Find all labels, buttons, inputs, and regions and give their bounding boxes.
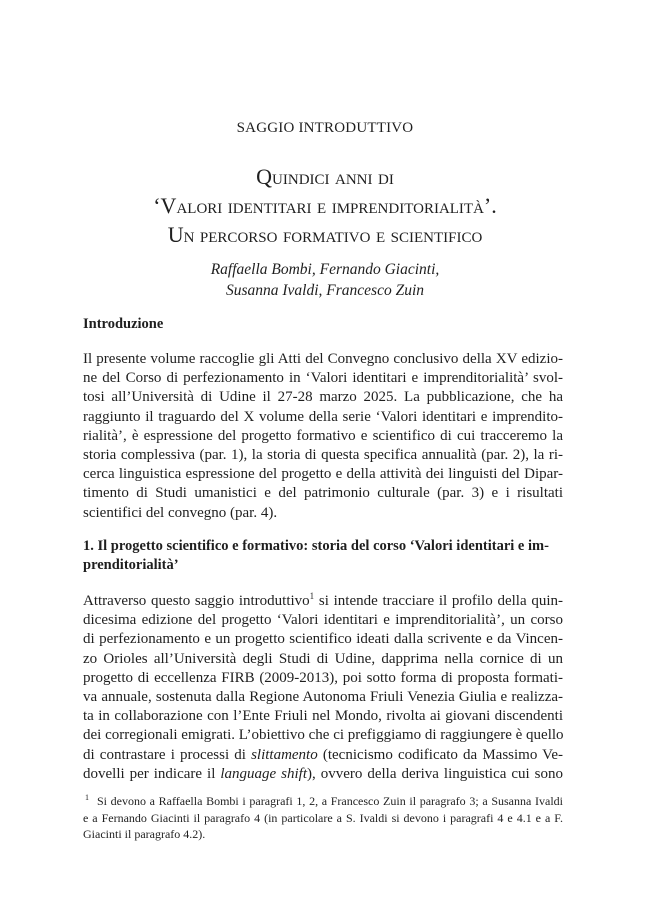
- text-line: dei corregionali emigrati. L’obiettivo che ci prefiggiamo di raggiungere è quello: [83, 727, 564, 744]
- footnote-mark: 1: [85, 793, 89, 802]
- text-line: va annuale, sostenuta dalla Regione Autonoma Friuli Venezia Giulia e realizza-: [83, 689, 563, 706]
- intro-paragraph: [83, 350, 563, 523]
- text-line: scientifici del convegno (par. 4).: [83, 504, 278, 521]
- text-line: storia complessiva (par. 1), la storia di questa specifica annualità (par. 2), la ri-: [83, 447, 563, 464]
- text-line: raggiunto il traguardo del X volume della serie ‘Valori identitari e imprendito-: [83, 408, 563, 425]
- footnote-text: Si devono a Raffaella Bombi i paragrafi 1, 2, a Francesco Zuin il paragrafo 3; a Susanna Ivaldi: [97, 794, 563, 808]
- title-line-1: Quindici anni di: [256, 164, 394, 189]
- text-run: Attraverso questo saggio introduttivo: [83, 593, 310, 609]
- text-run: (tecnicismo codificato da Massimo Ve-: [317, 746, 563, 763]
- footnote-reference[interactable]: 1: [309, 591, 315, 601]
- text-line: rialità’, è espressione del progetto formativo e scientifico di cui tracceremo la: [83, 427, 563, 444]
- text-line: zo Orioles all’Università degli Studi di Udine, dapprima nella cornice di un: [83, 650, 563, 667]
- section-heading-line-1: 1. Il progetto scientifico e formativo: storia del corso ‘Valori identitari e im-: [83, 538, 549, 554]
- intro-heading: Introduzione: [83, 316, 164, 332]
- italic-term: slittamento: [251, 746, 318, 763]
- text-line: ta in collaborazione con l’Ente Friuli nel Mondo, rivolta ai giovani discendenti: [83, 708, 563, 725]
- text-run: si intende tracciare il profilo della quin-: [314, 593, 563, 609]
- section-1-heading: [83, 537, 563, 575]
- title-line-3: Un percorso formativo e scientifico: [167, 222, 483, 247]
- footnote-line: e a Fernando Giacinti il paragrafo 4 (in particolare a S. Ivaldi si devono i paragrafi 4 e 4.1 e a F.: [83, 810, 563, 825]
- section-heading-line-2: prenditorialità’: [83, 557, 179, 573]
- text-run: di contrastare i processi di: [83, 746, 252, 763]
- text-line: ne del Corso di perfezionamento in ‘Valori identitari e imprenditorialità’ svol-: [83, 370, 563, 387]
- title-line-2: ‘Valori identitari e imprenditorialità’.: [153, 193, 497, 218]
- essay-title: [40, 162, 610, 249]
- italic-term: language shift: [220, 765, 307, 782]
- authors-line-2: Susanna Ivaldi, Francesco Zuin: [225, 282, 425, 299]
- text-line: [83, 746, 563, 765]
- text-line: Il presente volume raccoglie gli Atti del Convegno conclusivo della XV edizio-: [83, 351, 563, 367]
- footnote: [83, 790, 563, 843]
- text-run: dovelli per indicare il: [83, 765, 221, 782]
- text-line: timento di Studi umanistici e del patrimonio culturale (par. 3) e i risultati: [83, 485, 563, 502]
- text-line: cerca linguistica espressione del progetto e della attività dei linguisti del Dipar-: [83, 466, 563, 483]
- text-line: [83, 592, 563, 611]
- authors-block: [0, 259, 650, 301]
- footnote-line: Giacinti il paragrafo 4.2).: [83, 827, 206, 841]
- section-1-paragraph: [83, 592, 563, 784]
- text-line: tosi all’Università di Udine il 27-28 marzo 2025. La pubblicazione, che ha: [83, 389, 563, 406]
- text-run: ), ovvero della deriva linguistica cui sono: [306, 765, 563, 782]
- text-line: di perfezionamento e un progetto scientifico ideati dalla scrivente e da Vincen-: [83, 631, 563, 648]
- section-kicker: SAGGIO INTRODUTTIVO: [236, 120, 414, 136]
- text-line: dicesima edizione del progetto ‘Valori identitari e imprenditorialità’, un corso: [83, 612, 563, 629]
- authors-line-1: Raffaella Bombi, Fernando Giacinti,: [210, 261, 440, 278]
- footnote-line: [83, 790, 563, 810]
- text-line: progetto di eccellenza FIRB (2009-2013), poi sotto forma di proposta formati-: [83, 669, 563, 686]
- text-line: [83, 765, 563, 784]
